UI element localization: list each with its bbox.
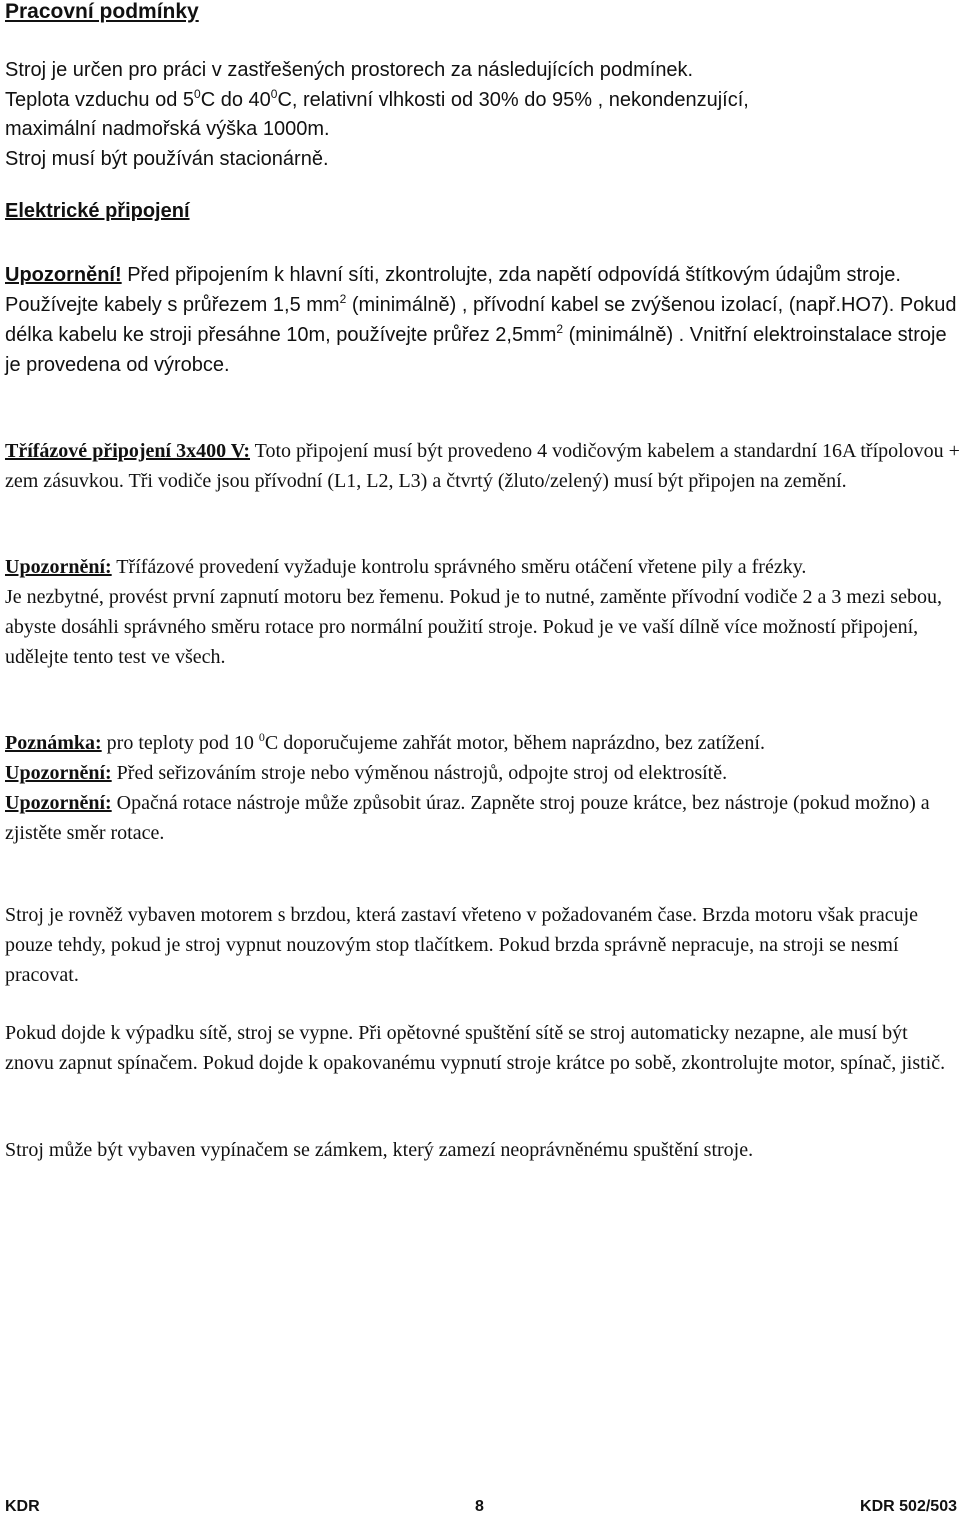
warning-adjust-label: Upozornění: — [5, 762, 112, 784]
note-text-post: C doporučujeme zahřát motor, během naprázdno, bez zatížení. — [264, 732, 765, 754]
wc-line-3: maximální nadmořská výška 1000m. — [5, 118, 330, 140]
heading-electric-connection: Elektrické připojení — [5, 200, 190, 222]
wc-temp-sup-2: 0 — [270, 86, 278, 101]
cable-text-pre: Používejte kabely s průřezem 1,5 mm — [5, 294, 340, 316]
three-phase-text: Toto připojení musí být provedeno 4 vodičovým kabelem a standardní 16A třípolovou + zem zásuvkou. Tři vodiče jsou přívodní (L1, L2, L3) a čtvrtý (žluto/zelený) musí být připojen na zemění. — [5, 440, 960, 492]
heading-working-conditions: Pracovní podmínky — [5, 0, 199, 23]
warning-reverse-text: Opačná rotace nástroje může způsobit úraz. Zapněte stroj pouze krátce, bez nástroje (pokud možno) a zjistěte směr rotace. — [5, 792, 930, 844]
warning-rotation-text: Třífázové provedení vyžaduje kontrolu správného směru otáčení vřetene pily a frézky. — [111, 556, 807, 578]
cable-sup-2: 2 — [556, 322, 564, 336]
cable-text-mid: (minimálně) , přívodní kabel se zvýšenou izolací, (např.HO7). Pokud délka kabelu ke stroji přesáhne 10m, používejte průřez 2,5mm — [5, 294, 957, 346]
wc-temp-sup-1: 0 — [194, 86, 201, 101]
warning-rotation-label: Upozornění: — [5, 556, 112, 578]
warning-adjust-text: Před seřizováním stroje nebo výměnou nástrojů, odpojte stroj od elektrosítě. — [111, 762, 728, 784]
electric-warning — [5, 260, 960, 290]
note-label: Poznámka: — [5, 732, 102, 754]
electric-paragraph — [5, 260, 960, 380]
footer-page-number: 8 — [475, 1498, 484, 1515]
wc-temp-mid: C do 40 — [200, 88, 271, 111]
brake-paragraph: Stroj je rovněž vybaven motorem s brzdou, která zastaví vřeteno v požadovaném čase. Brzda motoru však pracuje pouze tehdy, pokud je stroj vypnut nouzovým stop tlačítkem. Pokud brzda správně nepracuje, na stroji se nesmí pracovat. — [5, 904, 919, 986]
warning-rotation-paragraph — [5, 552, 960, 672]
wc-line-1: Stroj je určen pro práci v zastřešených prostorech za následujících podmínek. — [5, 59, 694, 81]
three-phase-label: Třífázové připojení 3x400 V: — [5, 440, 250, 462]
electric-warning-text: Před připojením k hlavní síti, zkontrolujte, zda napětí odpovídá štítkovým údajům stroje. — [121, 264, 901, 286]
page-footer — [0, 1498, 960, 1518]
warning-rotation — [5, 552, 960, 582]
footer-right: KDR 502/503 — [860, 1498, 957, 1515]
working-conditions-text — [5, 56, 960, 174]
cable-sup-1: 2 — [339, 292, 347, 306]
wc-line-2 — [5, 86, 960, 116]
outage-paragraph: Pokud dojde k výpadku sítě, stroj se vypne. Při opětovné spuštění sítě se stroj automaticky nezapne, ale musí být znovu zapnut spínačem. Pokud dojde k opakovanému vypnutí stroje krátce po sobě, zkontrolujte motor, spínač, jistič. — [5, 1022, 946, 1074]
note-paragraph — [5, 728, 960, 848]
note — [5, 728, 960, 758]
footer-left: KDR — [5, 1498, 40, 1515]
electric-cable-text — [5, 290, 960, 380]
warning-reverse — [5, 788, 960, 848]
warning-adjust — [5, 758, 960, 788]
note-sup: 0 — [258, 730, 265, 744]
first-start-text: Je nezbytné, provést první zapnutí motoru bez řemenu. Pokud je to nutné, zaměnte přívodní vodiče 2 a 3 mezi sebou, abyste dosáhli správného směru rotace pro normální použití stroje. Pokud je ve vaší dílně více možností připojení, udělejte tento test ve všech. — [5, 586, 942, 668]
note-text-pre: pro teploty pod 10 — [101, 732, 259, 754]
warning-reverse-label: Upozornění: — [5, 792, 112, 814]
wc-temp-pre: Teplota vzduchu od 5 — [5, 88, 195, 111]
electric-warning-label: Upozornění! — [5, 264, 122, 286]
lock-paragraph: Stroj může být vybaven vypínačem se zámkem, který zamezí neoprávněnému spuštění stroje. — [5, 1139, 754, 1161]
wc-temp-post: C, relativní vlhkosti od 30% do 95% , nekondenzující, — [277, 88, 749, 111]
cable-text-post: (minimálně) . Vnitřní elektroinstalace stroje je provedena od výrobce. — [5, 324, 947, 376]
three-phase-paragraph — [5, 436, 960, 496]
wc-line-4: Stroj musí být používán stacionárně. — [5, 147, 329, 170]
